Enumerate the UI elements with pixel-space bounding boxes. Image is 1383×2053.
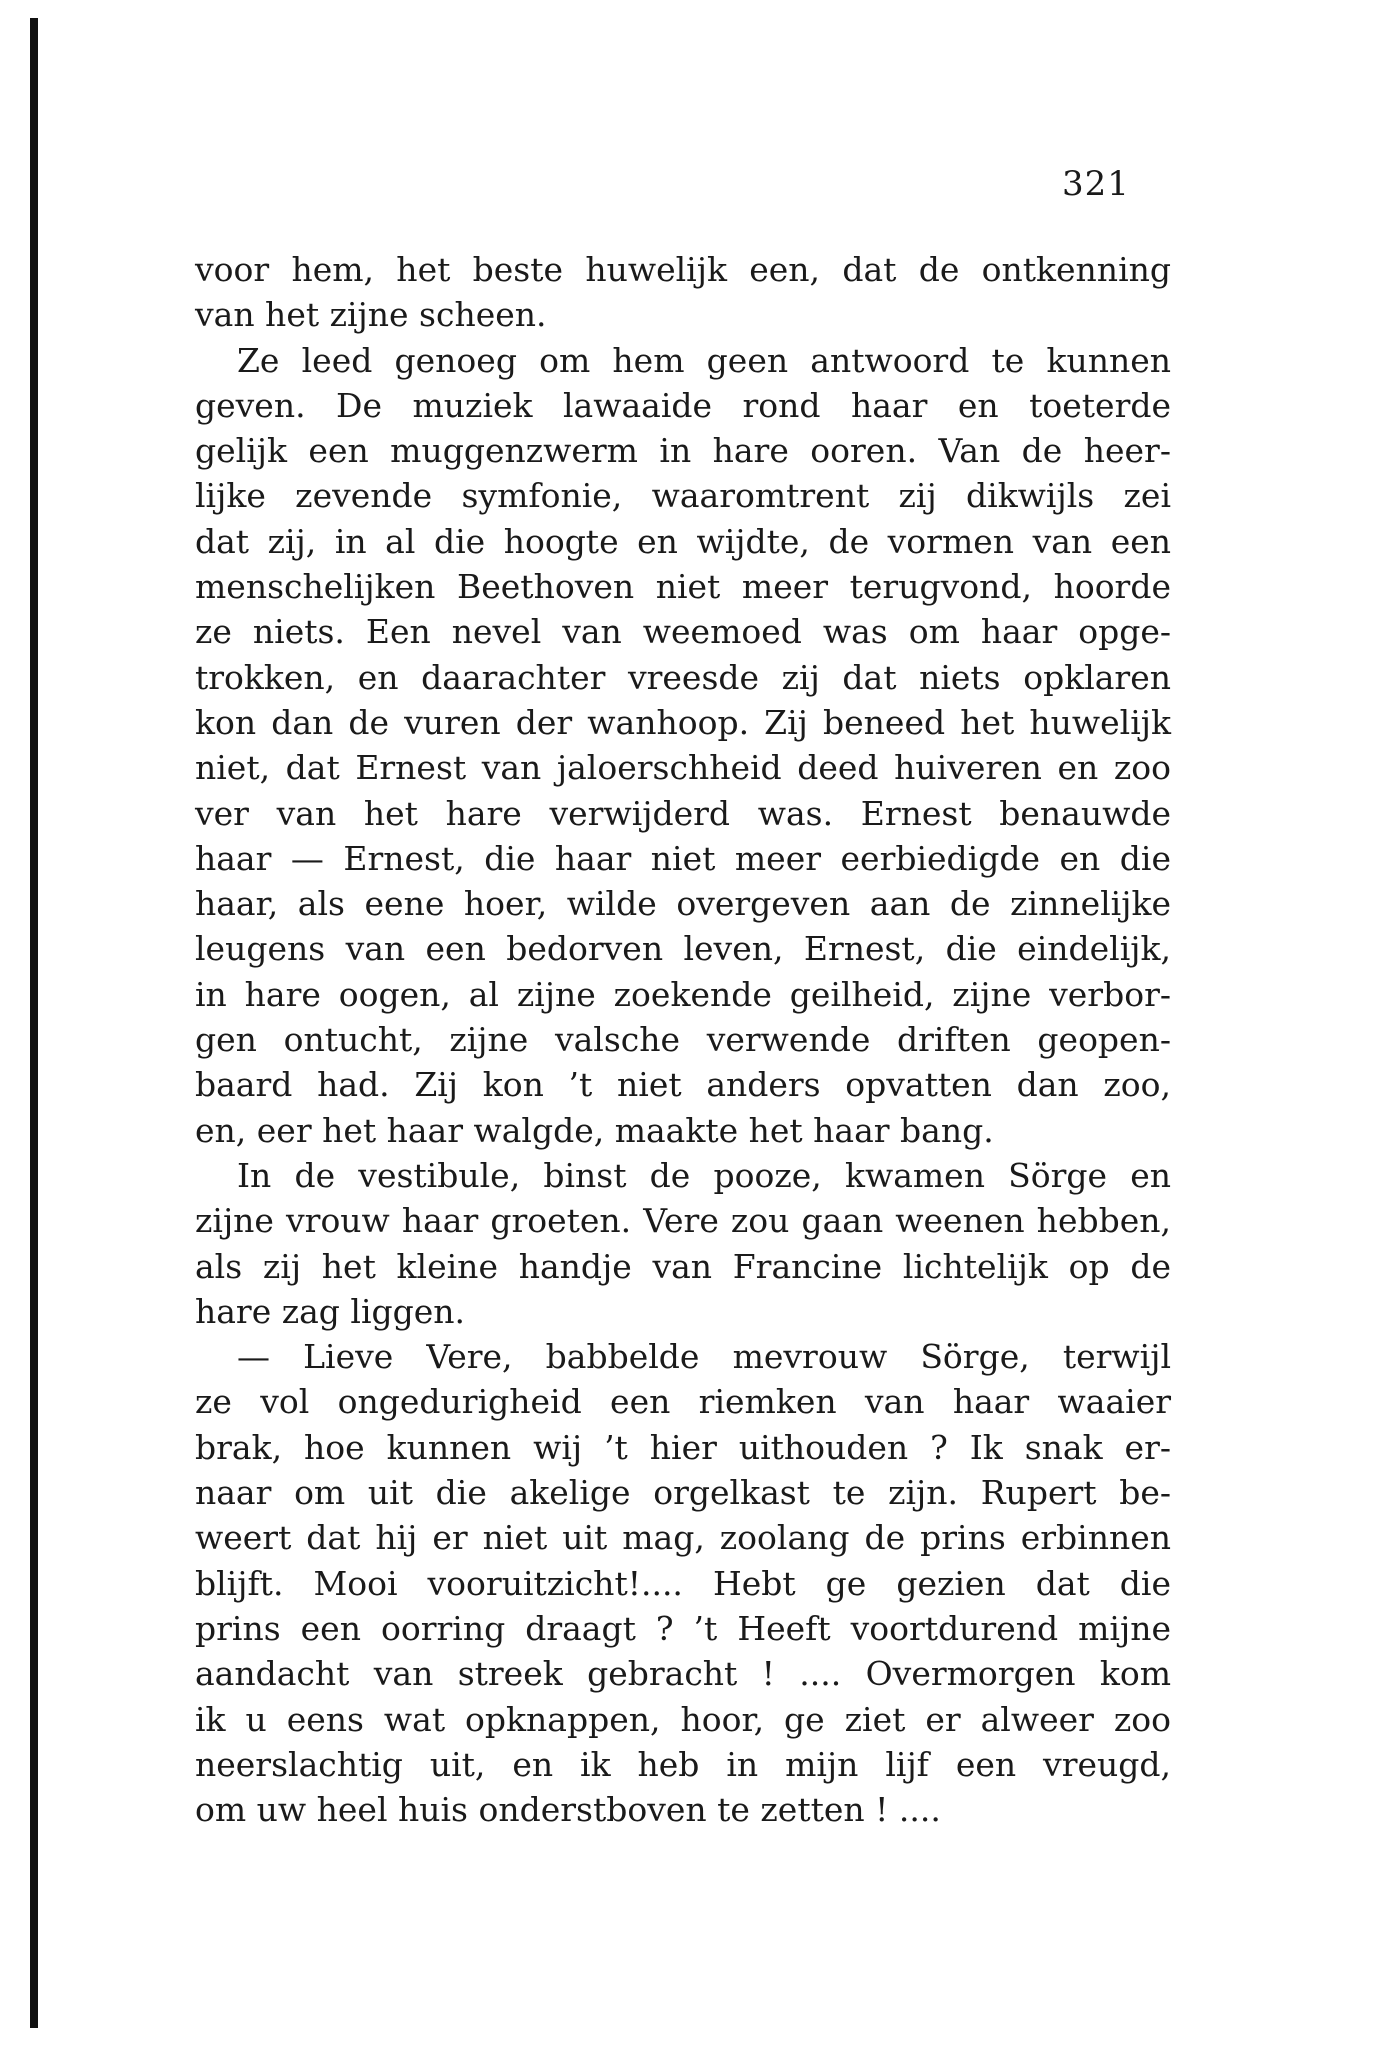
text-line: brak, hoe kunnen wij ’t hier uithouden ? Ik snak er- [195, 1427, 1171, 1467]
text-line: trokken, en daarachter vreesde zij dat niets opklaren [195, 657, 1171, 697]
text-line: en, eer het haar walgde, maakte het haar bang. [195, 1110, 994, 1150]
text-line: als zij het kleine handje van Francine lichtelijk op de [195, 1246, 1171, 1286]
text-line: haar — Ernest, die haar niet meer eerbiedigde en die [195, 838, 1171, 878]
text-line: hare zag liggen. [195, 1291, 466, 1331]
text-line: ze niets. Een nevel van weemoed was om haar opge- [195, 612, 1171, 652]
text-line: In de vestibule, binst de pooze, kwamen Sörge en [237, 1155, 1171, 1195]
text-line: om uw heel huis onderstboven te zetten ! .... [195, 1790, 941, 1830]
book-binding-edge [30, 18, 38, 2028]
text-line: — Lieve Vere, babbelde mevrouw Sörge, terwijl [237, 1337, 1171, 1377]
text-line: voor hem, het beste huwelijk een, dat de ontkenning [195, 250, 1171, 289]
text-line: prins een oorring draagt ? ’t Heeft voortdurend mijne [195, 1608, 1171, 1648]
text-line: ver van het hare verwijderd was. Ernest benauwde [195, 793, 1171, 833]
text-line: neerslachtig uit, en ik heb in mijn lijf een vreugd, [195, 1744, 1171, 1784]
text-line: weert dat hij er niet uit mag, zoolang de prins erbinnen [195, 1518, 1171, 1558]
text-line: geven. De muziek lawaaide rond haar en toeterde [195, 385, 1171, 425]
text-line: haar, als eene hoer, wilde overgeven aan de zinnelijke [195, 884, 1171, 924]
text-line: Ze leed genoeg om hem geen antwoord te kunnen [237, 340, 1171, 380]
page-number: 321 [1062, 164, 1130, 204]
text-line: niet, dat Ernest van jaloerschheid deed huiveren en zoo [195, 748, 1171, 788]
text-line: ik u eens wat opknappen, hoor, ge ziet er alweer zoo [195, 1699, 1171, 1739]
text-line: kon dan de vuren der wanhoop. Zij beneed het huwelijk [195, 702, 1171, 742]
text-line: ze vol ongedurigheid een riemken van haar waaier [195, 1382, 1171, 1422]
text-line: baard had. Zij kon ’t niet anders opvatten dan zoo, [195, 1065, 1171, 1105]
text-line: gelijk een muggenzwerm in hare ooren. Van de heer- [195, 431, 1171, 471]
text-line: menschelijken Beethoven niet meer terugvond, hoorde [195, 567, 1171, 607]
text-line: zijne vrouw haar groeten. Vere zou gaan weenen hebben, [195, 1201, 1171, 1241]
text-line: gen ontucht, zijne valsche verwende driften geopen- [195, 1020, 1171, 1060]
text-line: lijke zevende symfonie, waaromtrent zij dikwijls zei [195, 476, 1171, 516]
text-line: leugens van een bedorven leven, Ernest, die eindelijk, [195, 929, 1171, 969]
text-line: van het zijne scheen. [195, 295, 547, 335]
text-line: aandacht van streek gebracht ! .... Overmorgen kom [195, 1654, 1171, 1694]
text-line: blijft. Mooi vooruitzicht!.... Hebt ge gezien dat die [195, 1563, 1171, 1603]
text-line: dat zij, in al die hoogte en wijdte, de vormen van een [195, 521, 1171, 561]
page-body-text [195, 247, 1171, 1832]
text-line: naar om uit die akelige orgelkast te zijn. Rupert be- [195, 1473, 1171, 1513]
text-line: in hare oogen, al zijne zoekende geilheid, zijne verbor- [195, 974, 1171, 1014]
